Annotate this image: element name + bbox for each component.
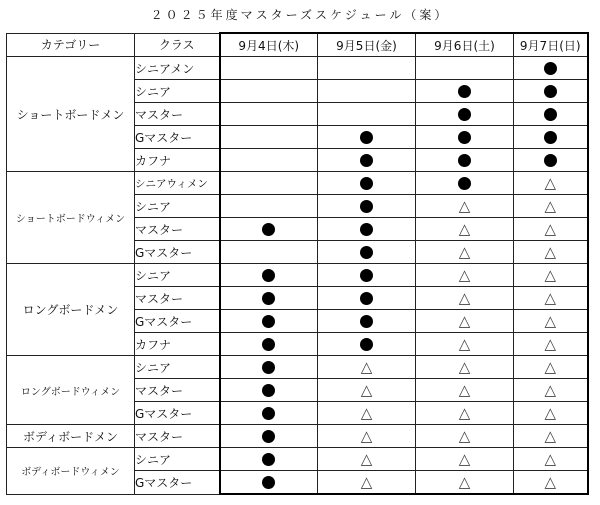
filled-circle-icon — [360, 246, 373, 259]
schedule-mark-cell — [318, 126, 416, 149]
schedule-mark-cell — [416, 80, 514, 103]
triangle-icon: △ — [360, 472, 373, 491]
class-cell: マスター — [135, 425, 220, 448]
schedule-mark-cell — [318, 287, 416, 310]
schedule-mark-cell — [220, 287, 318, 310]
category-cell: ショートボードメン — [7, 57, 135, 172]
schedule-mark-cell — [318, 195, 416, 218]
class-cell: シニア — [135, 80, 220, 103]
schedule-mark-cell — [416, 126, 514, 149]
schedule-mark-cell — [514, 103, 588, 126]
schedule-mark-cell — [514, 471, 588, 495]
filled-circle-icon — [360, 315, 373, 328]
schedule-mark-cell — [514, 379, 588, 402]
table-row — [7, 57, 588, 80]
triangle-icon: △ — [544, 173, 557, 192]
schedule-mark-cell — [514, 402, 588, 425]
schedule-table — [6, 32, 589, 495]
schedule-mark-cell — [416, 471, 514, 495]
schedule-mark-cell — [318, 448, 416, 471]
schedule-mark-cell — [318, 379, 416, 402]
schedule-mark-cell — [416, 264, 514, 287]
triangle-icon: △ — [458, 357, 471, 376]
triangle-icon: △ — [458, 334, 471, 353]
schedule-mark-cell — [514, 264, 588, 287]
class-cell: カフナ — [135, 333, 220, 356]
schedule-mark-cell — [514, 195, 588, 218]
filled-circle-icon — [544, 62, 557, 75]
schedule-body — [7, 57, 588, 495]
filled-circle-icon — [458, 85, 471, 98]
schedule-mark-cell — [416, 195, 514, 218]
filled-circle-icon — [544, 108, 557, 121]
schedule-mark-cell — [220, 57, 318, 80]
class-cell: シニアウィメン — [135, 172, 220, 195]
schedule-mark-cell — [514, 448, 588, 471]
filled-circle-icon — [360, 131, 373, 144]
class-cell: Gマスター — [135, 402, 220, 425]
filled-circle-icon — [544, 131, 557, 144]
schedule-mark-cell — [416, 310, 514, 333]
schedule-mark-cell — [318, 333, 416, 356]
filled-circle-icon — [360, 223, 373, 236]
schedule-mark-cell — [220, 195, 318, 218]
schedule-mark-cell — [416, 172, 514, 195]
schedule-mark-cell — [220, 126, 318, 149]
class-cell: シニア — [135, 195, 220, 218]
schedule-mark-cell — [220, 356, 318, 379]
class-cell: シニア — [135, 264, 220, 287]
schedule-mark-cell — [318, 264, 416, 287]
schedule-mark-cell — [318, 103, 416, 126]
filled-circle-icon — [458, 154, 471, 167]
triangle-icon: △ — [458, 196, 471, 215]
triangle-icon: △ — [544, 426, 557, 445]
header-class: クラス — [135, 33, 220, 57]
category-cell: ロングボードウィメン — [7, 356, 135, 425]
schedule-mark-cell — [514, 333, 588, 356]
triangle-icon: △ — [360, 426, 373, 445]
filled-circle-icon — [360, 177, 373, 190]
schedule-mark-cell — [318, 80, 416, 103]
schedule-mark-cell — [220, 264, 318, 287]
filled-circle-icon — [262, 223, 275, 236]
filled-circle-icon — [262, 338, 275, 351]
filled-circle-icon — [544, 85, 557, 98]
schedule-mark-cell — [416, 149, 514, 172]
class-cell: Gマスター — [135, 471, 220, 495]
filled-circle-icon — [458, 108, 471, 121]
triangle-icon: △ — [544, 449, 557, 468]
schedule-mark-cell — [514, 425, 588, 448]
filled-circle-icon — [262, 292, 275, 305]
table-row — [7, 448, 588, 471]
class-cell: シニアメン — [135, 57, 220, 80]
schedule-mark-cell — [318, 425, 416, 448]
triangle-icon: △ — [458, 380, 471, 399]
schedule-mark-cell — [220, 172, 318, 195]
filled-circle-icon — [360, 292, 373, 305]
filled-circle-icon — [360, 269, 373, 282]
filled-circle-icon — [262, 361, 275, 374]
schedule-mark-cell — [416, 425, 514, 448]
class-cell: シニア — [135, 448, 220, 471]
triangle-icon: △ — [458, 449, 471, 468]
filled-circle-icon — [360, 338, 373, 351]
schedule-mark-cell — [220, 103, 318, 126]
schedule-mark-cell — [416, 356, 514, 379]
schedule-mark-cell — [514, 172, 588, 195]
triangle-icon: △ — [544, 357, 557, 376]
triangle-icon: △ — [458, 403, 471, 422]
class-cell: Gマスター — [135, 310, 220, 333]
triangle-icon: △ — [544, 311, 557, 330]
schedule-mark-cell — [514, 356, 588, 379]
header-date: 9月5日(金) — [318, 33, 416, 57]
triangle-icon: △ — [544, 242, 557, 261]
category-cell: ボディボードメン — [7, 425, 135, 448]
class-cell: マスター — [135, 379, 220, 402]
schedule-mark-cell — [220, 471, 318, 495]
filled-circle-icon — [458, 177, 471, 190]
schedule-mark-cell — [318, 172, 416, 195]
schedule-mark-cell — [514, 57, 588, 80]
schedule-mark-cell — [514, 149, 588, 172]
schedule-mark-cell — [318, 356, 416, 379]
schedule-mark-cell — [514, 287, 588, 310]
triangle-icon: △ — [544, 196, 557, 215]
filled-circle-icon — [262, 453, 275, 466]
header-date: 9月6日(土) — [416, 33, 514, 57]
triangle-icon: △ — [360, 449, 373, 468]
filled-circle-icon — [458, 131, 471, 144]
filled-circle-icon — [262, 269, 275, 282]
schedule-mark-cell — [514, 241, 588, 264]
schedule-mark-cell — [220, 80, 318, 103]
class-cell: マスター — [135, 287, 220, 310]
triangle-icon: △ — [544, 380, 557, 399]
table-row — [7, 172, 588, 195]
schedule-mark-cell — [220, 425, 318, 448]
class-cell: Gマスター — [135, 126, 220, 149]
header-date: 9月4日(木) — [220, 33, 318, 57]
triangle-icon: △ — [458, 265, 471, 284]
schedule-mark-cell — [514, 126, 588, 149]
filled-circle-icon — [262, 476, 275, 489]
schedule-mark-cell — [416, 57, 514, 80]
class-cell: カフナ — [135, 149, 220, 172]
schedule-mark-cell — [318, 402, 416, 425]
header-date: 9月7日(日) — [514, 33, 588, 57]
category-cell: ショートボードウィメン — [7, 172, 135, 264]
table-row — [7, 264, 588, 287]
triangle-icon: △ — [544, 288, 557, 307]
triangle-icon: △ — [458, 311, 471, 330]
schedule-mark-cell — [514, 310, 588, 333]
triangle-icon: △ — [544, 219, 557, 238]
filled-circle-icon — [262, 384, 275, 397]
schedule-mark-cell — [318, 310, 416, 333]
table-row — [7, 356, 588, 379]
schedule-mark-cell — [514, 80, 588, 103]
schedule-mark-cell — [220, 218, 318, 241]
triangle-icon: △ — [458, 288, 471, 307]
schedule-mark-cell — [318, 57, 416, 80]
filled-circle-icon — [360, 154, 373, 167]
schedule-mark-cell — [416, 402, 514, 425]
schedule-mark-cell — [318, 241, 416, 264]
category-cell: ボディボードウィメン — [7, 448, 135, 495]
schedule-mark-cell — [220, 333, 318, 356]
schedule-mark-cell — [220, 241, 318, 264]
table-row — [7, 425, 588, 448]
schedule-mark-cell — [416, 379, 514, 402]
schedule-mark-cell — [416, 333, 514, 356]
triangle-icon: △ — [458, 242, 471, 261]
schedule-mark-cell — [220, 402, 318, 425]
triangle-icon: △ — [544, 265, 557, 284]
class-cell: シニア — [135, 356, 220, 379]
triangle-icon: △ — [458, 426, 471, 445]
schedule-mark-cell — [514, 218, 588, 241]
schedule-mark-cell — [416, 103, 514, 126]
schedule-mark-cell — [416, 448, 514, 471]
schedule-mark-cell — [220, 149, 318, 172]
class-cell: マスター — [135, 103, 220, 126]
triangle-icon: △ — [360, 380, 373, 399]
filled-circle-icon — [544, 154, 557, 167]
triangle-icon: △ — [544, 403, 557, 422]
schedule-mark-cell — [220, 379, 318, 402]
filled-circle-icon — [262, 430, 275, 443]
filled-circle-icon — [262, 407, 275, 420]
page-title: ２０２５年度マスターズスケジュール（案） — [150, 8, 450, 22]
class-cell: Gマスター — [135, 241, 220, 264]
filled-circle-icon — [262, 315, 275, 328]
triangle-icon: △ — [544, 472, 557, 491]
schedule-mark-cell — [318, 471, 416, 495]
triangle-icon: △ — [544, 334, 557, 353]
triangle-icon: △ — [360, 403, 373, 422]
triangle-icon: △ — [458, 219, 471, 238]
class-cell: マスター — [135, 218, 220, 241]
filled-circle-icon — [360, 200, 373, 213]
schedule-mark-cell — [416, 287, 514, 310]
schedule-mark-cell — [318, 149, 416, 172]
schedule-mark-cell — [416, 241, 514, 264]
category-cell: ロングボードメン — [7, 264, 135, 356]
triangle-icon: △ — [360, 357, 373, 376]
schedule-mark-cell — [318, 218, 416, 241]
schedule-mark-cell — [416, 218, 514, 241]
header-category: カテゴリー — [7, 33, 135, 57]
schedule-mark-cell — [220, 448, 318, 471]
triangle-icon: △ — [458, 472, 471, 491]
header-row — [7, 33, 588, 57]
schedule-mark-cell — [220, 310, 318, 333]
